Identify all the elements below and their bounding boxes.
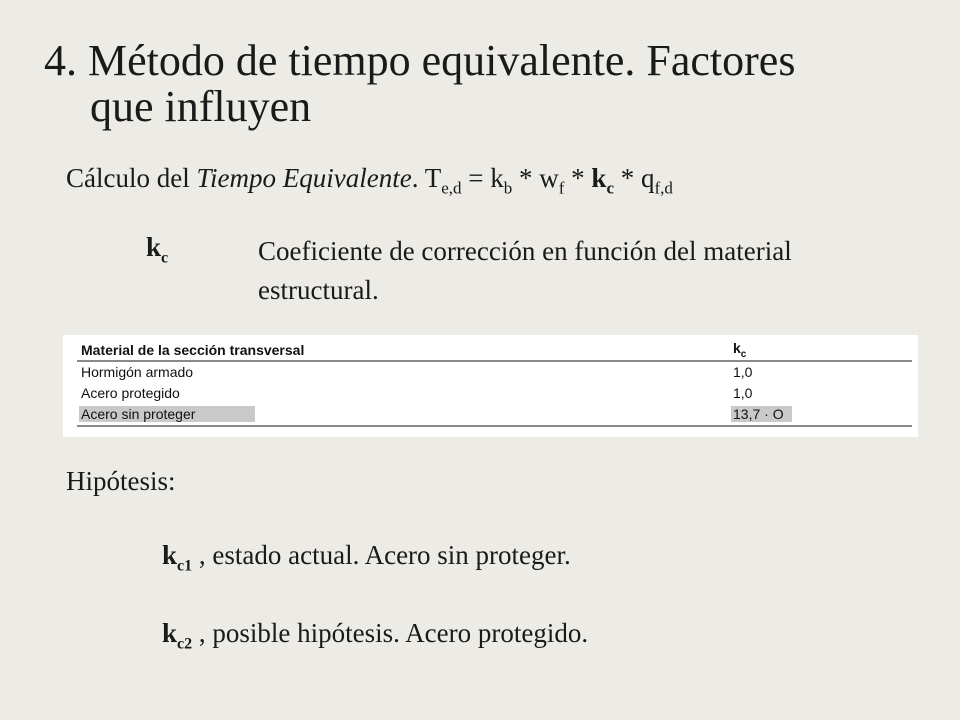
header-kc: $k_c$ bbox=[729, 340, 912, 361]
cell-material: Acero protegido bbox=[81, 385, 180, 402]
formula-wf-sub: f bbox=[558, 178, 565, 198]
kc-description: Coeficiente de corrección en función del material estructural. bbox=[258, 236, 792, 305]
kc-table bbox=[77, 340, 912, 427]
formula-kc: $k_c$ bbox=[591, 163, 614, 198]
formula-q-sub: f,d bbox=[654, 178, 673, 198]
formula-lead: Cálculo del bbox=[66, 163, 197, 193]
formula-t: . T bbox=[411, 163, 442, 193]
slide-title-line1: 4. Método de tiempo equivalente. Factores bbox=[44, 36, 796, 85]
equivalent-time-formula bbox=[66, 163, 673, 198]
slide-title-line2: que influyen bbox=[90, 82, 312, 131]
formula-italic-term: Tiempo Equivalente bbox=[196, 163, 412, 193]
slide-title bbox=[44, 38, 795, 130]
cell-material: Acero sin proteger bbox=[77, 404, 729, 426]
cell-kc: 1,0 bbox=[733, 364, 753, 381]
table-row bbox=[77, 383, 912, 404]
formula-wf: * w bbox=[512, 163, 559, 193]
formula-kb: = k bbox=[461, 163, 504, 193]
hypothesis-symbol: $k_{c2}$ bbox=[162, 618, 193, 653]
table-row bbox=[77, 361, 912, 383]
hypothesis-text: , estado actual. Acero sin proteger. bbox=[192, 540, 571, 570]
formula-op: * bbox=[564, 163, 592, 193]
hypotheses-title: Hipótesis: bbox=[66, 466, 176, 496]
hypothesis-symbol: $k_{c1}$ bbox=[162, 540, 193, 575]
formula-kb-sub: b bbox=[503, 178, 513, 198]
table-header-row bbox=[77, 340, 912, 361]
table-row bbox=[77, 404, 912, 426]
hypothesis-item bbox=[162, 618, 588, 653]
formula-t-sub: e,d bbox=[441, 178, 462, 198]
cell-kc: 1,0 bbox=[733, 385, 753, 402]
hypothesis-item bbox=[162, 540, 571, 575]
kc-table-container bbox=[63, 335, 918, 437]
cell-kc: 13,7 · O bbox=[729, 404, 912, 426]
kc-symbol: $k_c$ bbox=[146, 232, 169, 267]
formula-q: * q bbox=[613, 163, 655, 193]
header-material: Material de la sección transversal bbox=[77, 340, 729, 361]
hypothesis-text: , posible hipótesis. Acero protegido. bbox=[192, 618, 589, 648]
cell-material: Hormigón armado bbox=[81, 364, 194, 381]
